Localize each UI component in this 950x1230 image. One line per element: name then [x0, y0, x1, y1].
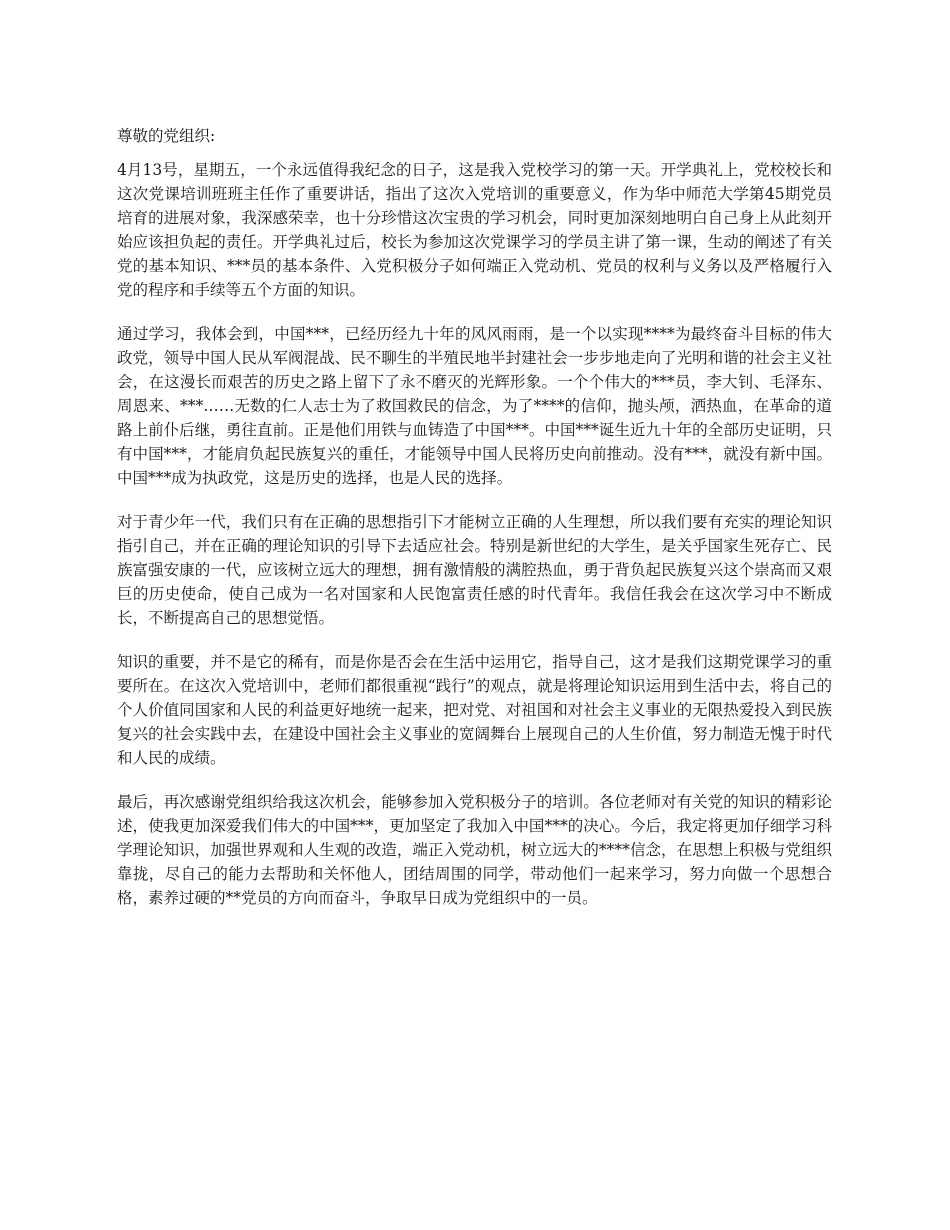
paragraph-5: 最后，再次感谢党组织给我这次机会，能够参加入党积极分子的培训。各位老师对有关党的知识的精彩论述，使我更加深爱我们伟大的中国***，更加坚定了我加入中国***的决心。今后，我定将更加仔细学习科学理论知识，加强世界观和人生观的改造，端正入党动机，树立远大的****信念，在思想上积极与党组织靠拢，尽自己的能力去帮助和关怀他人，团结周围的同学，带动他们一起来学习，努力向做一个思想合格，素养过硬的**党员的方向而奋斗，争取早日成为党组织中的一员。 — [117, 793, 832, 907]
paragraph-1: 4月13号，星期五，一个永远值得我纪念的日子，这是我入党校学习的第一天。开学典礼上，党校校长和这次党课培训班班主任作了重要讲话，指出了这次入党培训的重要意义，作为华中师范大学第45期党员培育的进展对象，我深感荣幸，也十分珍惜这次宝贵的学习机会，同时更加深刻地明白自己身上从此刻开始应该担负起的责任。开学典礼过后，校长为参加这次党课学习的学员主讲了第一课，生动的阐述了有关党的基本知识、***员的基本条件、入党积极分子如何端正入党动机、党员的权利与义务以及严格履行入党的程序和手续等五个方面的知识。 — [117, 161, 832, 299]
paragraph-4: 知识的重要，并不是它的稀有，而是你是否会在生活中运用它，指导自己，这才是我们这期党课学习的重要所在。在这次入党培训中，老师们都很重视“践行”的观点，就是将理论知识运用到生活中去，将自己的个人价值同国家和人民的利益更好地统一起来，把对党、对祖国和对社会主义事业的无限热爱投入到民族复兴的社会实践中去，在建设中国社会主义事业的宽阔舞台上展现自己的人生价值，努力制造无愧于时代和人民的成绩。 — [117, 653, 832, 767]
paragraph-3: 对于青少年一代，我们只有在正确的思想指引下才能树立正确的人生理想，所以我们要有充实的理论知识指引自己，并在正确的理论知识的引导下去适应社会。特别是新世纪的大学生，是关乎国家生死存亡、民族富强安康的一代，应该树立远大的理想，拥有激情般的满腔热血，勇于背负起民族复兴这个崇高而又艰巨的历史使命，使自己成为一名对国家和人民饱富责任感的时代青年。我信任我会在这次学习中不断成长，不断提高自己的思想觉悟。 — [117, 513, 832, 627]
salutation: 尊敬的党组织: — [117, 127, 216, 145]
paragraph-2: 通过学习，我体会到，中国***，已经历经九十年的风风雨雨，是一个以实现****为最终奋斗目标的伟大政党，领导中国人民从军阀混战、民不聊生的半殖民地半封建社会一步步地走向了光明和谐的社会主义社会，在这漫长而艰苦的历史之路上留下了永不磨灭的光辉形象。一个个伟大的***员，李大钊、毛泽东、周恩来、***……无数的仁人志士为了救国救民的信念，为了****的信仰，抛头颅，洒热血，在革命的道路上前仆后继，勇往直前。正是他们用铁与血铸造了中国***。中国***诞生近九十年的全部历史证明，只有中国***，才能肩负起民族复兴的重任，才能领导中国人民将历史向前推动。没有***，就没有新中国。中国***成为执政党，这是历史的选择，也是人民的选择。 — [117, 325, 832, 487]
